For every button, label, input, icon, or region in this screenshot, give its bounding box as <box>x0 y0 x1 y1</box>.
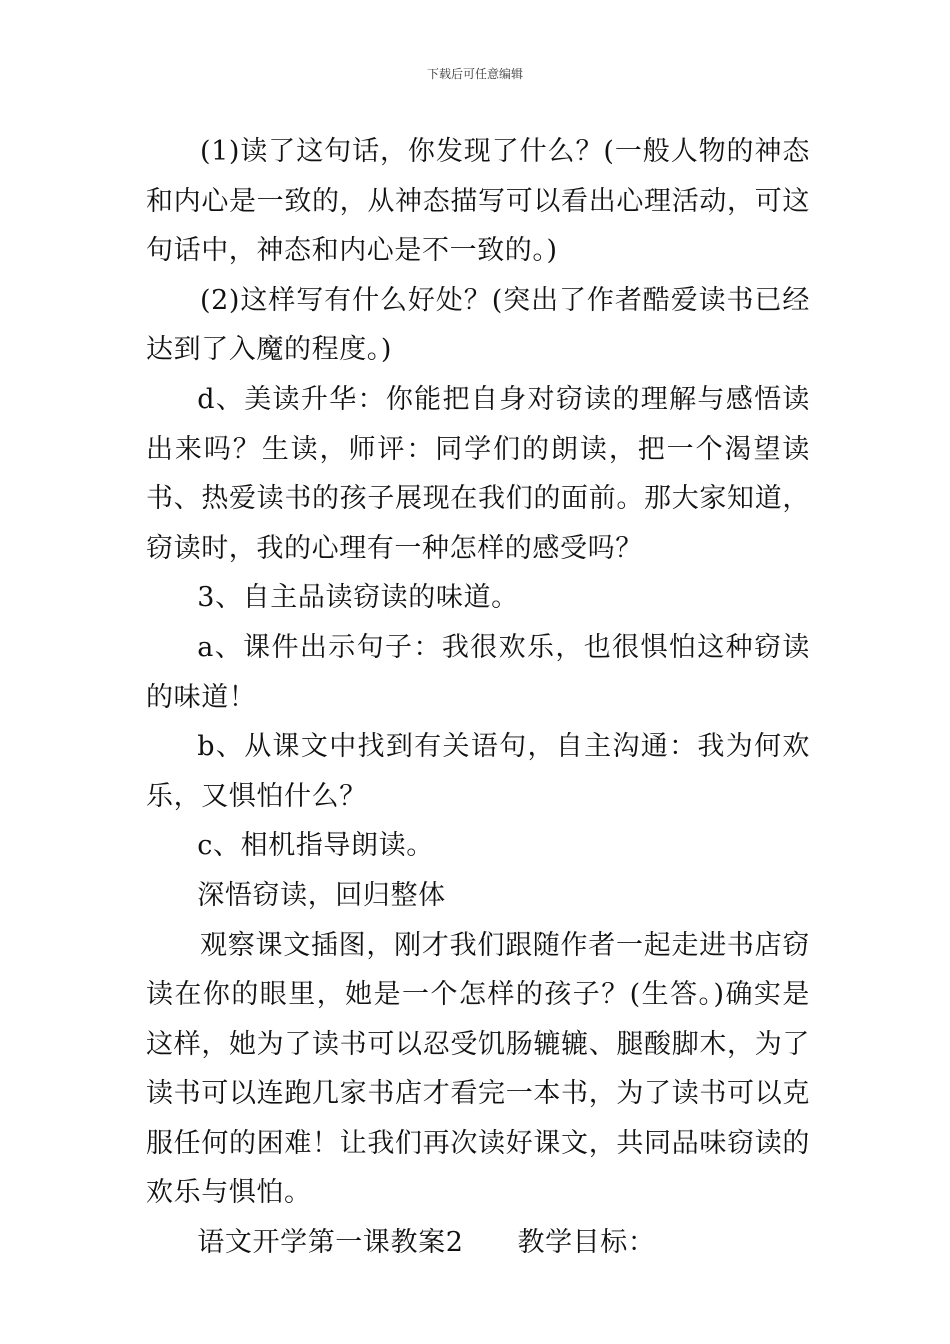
paragraph-observe-illustration: 观察课文插图，刚才我们跟随作者一起走进书店窃读在你的眼里，她是一个怎样的孩子？(生答。)确实是这样，她为了读书可以忍受饥肠辘辘、腿酸脚木，为了读书可以连跑几家书店才看完一本书，为了读书可以克服任何的困难！让我们再次读好课文，共同品味窃读的欢乐与惧怕。 <box>146 929 810 1209</box>
paragraph-question-2: (2)这样写有什么好处？(突出了作者酷爱读书已经达到了入魔的程度。) <box>146 284 810 366</box>
teaching-goals-label: 教学目标： <box>517 1227 656 1259</box>
paragraph-read-aloud: d、美读升华：你能把自身对窃读的理解与感悟读出来吗？生读，师评：同学们的朗读，把一个渴望读书、热爱读书的孩子展现在我们的面前。那大家知道，窃读时，我的心理有一种怎样的感受吗？ <box>146 383 810 564</box>
paragraph-step-a: a、课件出示句子：我很欢乐，也很惧怕这种窃读的味道！ <box>146 631 810 713</box>
section-heading: 深悟窃读，回归整体 <box>197 879 446 911</box>
document-body <box>146 127 810 1268</box>
paragraph-step-b: b、从课文中找到有关语句，自主沟通：我为何欢乐，又惧怕什么？ <box>146 731 810 812</box>
paragraph-step-c: c、相机指导朗读。 <box>197 830 434 862</box>
lesson-title: 语文开学第一课教案2 <box>197 1227 464 1259</box>
paragraph-step-3: 3、自主品读窃读的味道。 <box>197 582 519 614</box>
paragraph-lesson-title <box>146 1218 810 1268</box>
page-header-note: 下载后可任意编辑 <box>426 67 523 81</box>
paragraph-question-1: (1)读了这句话，你发现了什么？(一般人物的神态和内心是一致的，从神态描写可以看出心理活动，可这句话中，神态和内心是不一致的。) <box>146 136 810 267</box>
